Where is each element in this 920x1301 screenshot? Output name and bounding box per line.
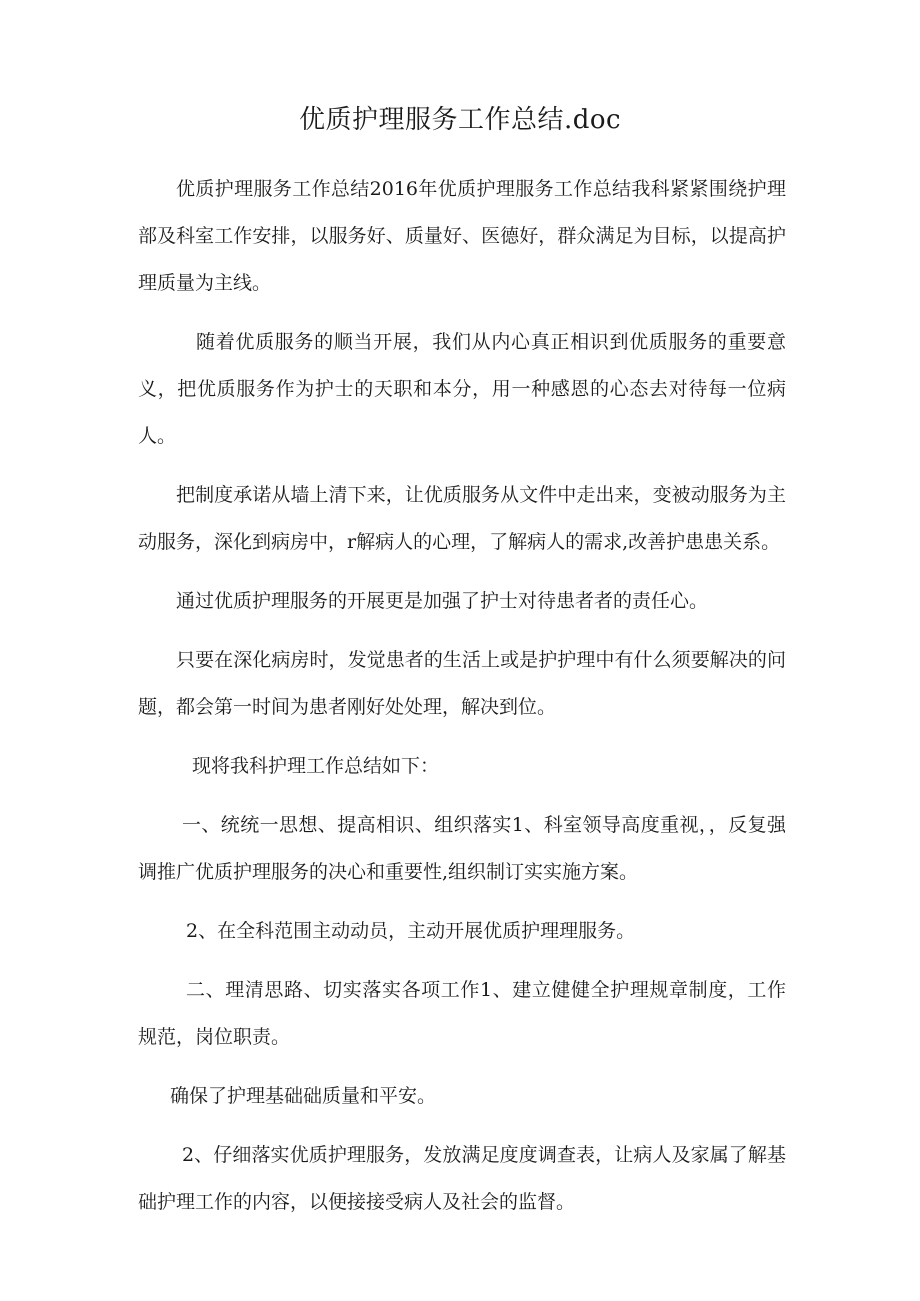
paragraph-4: 通过优质护理服务的开展更是加强了护士对待患者者的责任心。: [176, 590, 709, 612]
paragraph-3: 把制度承诺从墙上清下来，让优质服务从文件中走出来，变被动服务为主动服务，深化到病房中，r解病人的心理，了解病人的需求,改善护患患关系。: [138, 484, 786, 553]
paragraph-5: 只要在深化病房时，发觉患者的生活上或是护护理中有什么须要解决的问题，都会第一时间为患者刚好处处理，解决到位。: [138, 649, 786, 718]
paragraph-2: 随着优质服务的顺当开展，我们从内心真正相识到优质服务的重要意义，把优质服务作为护士的天职和本分，用一种感恩的心态去对待每一位病人。: [138, 331, 786, 447]
document-title: 优质护理服务工作总结.doc: [298, 105, 622, 135]
paragraph-10: 确保了护理基础础质量和平安。: [170, 1085, 437, 1107]
paragraph-8: 2、在全科范围主动动员，主动开展优质护理理服务。: [186, 920, 636, 942]
paragraph-11: 2、仔细落实优质护理服务，发放满足度度调查表，让病人及家属了解基础护理工作的内容，以便接接受病人及社会的监督。: [138, 1144, 786, 1213]
paragraph-9: 二、理清思路、切实落实各项工作1、建立健健全护理规章制度，工作规范，岗位职责。: [138, 979, 786, 1048]
paragraph-6: 现将我科护理工作总结如下：: [192, 755, 440, 777]
paragraph-1: 优质护理服务工作总结2016年优质护理服务工作总结我科紧紧围绕护理部及科室工作安排，以服务好、质量好、医德好，群众满足为目标，以提高护理质量为主线。: [138, 178, 786, 294]
document-body: [138, 166, 786, 1238]
paragraph-7: 一、统统一思想、提高相识、组织落实1、科室领导高度重视，，反复强调推广优质护理服务的决心和重要性,组织制订实实施方案。: [138, 814, 786, 883]
